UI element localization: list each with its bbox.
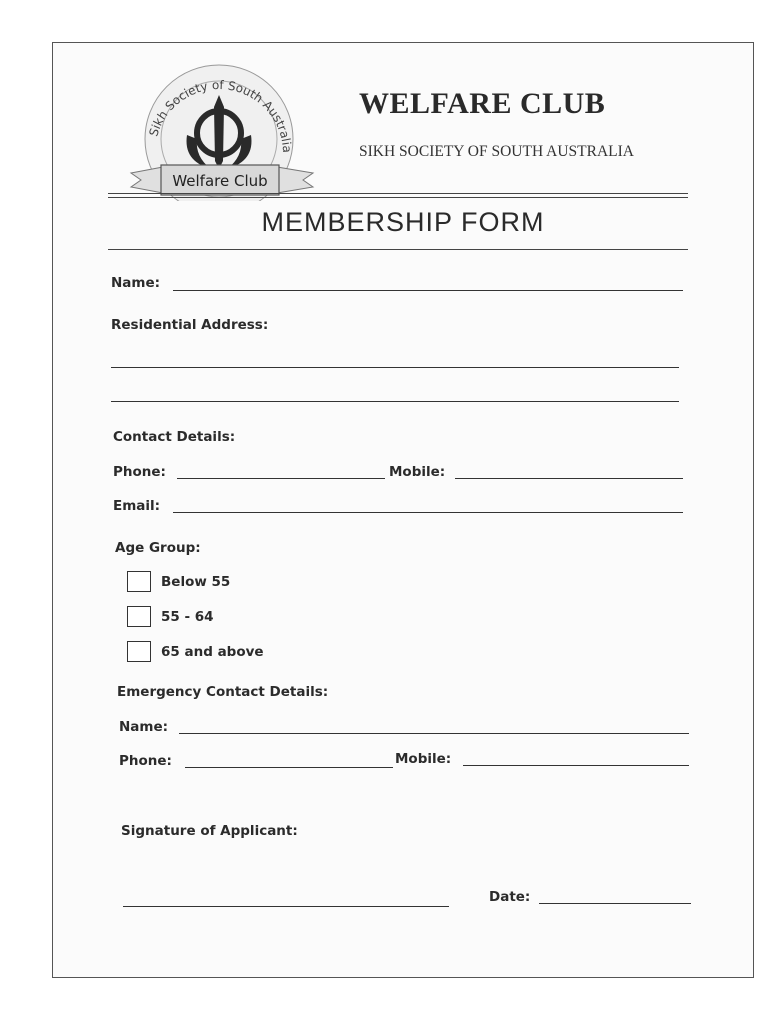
form-title: MEMBERSHIP FORM	[261, 207, 545, 237]
emergency-phone-label: Phone:	[119, 753, 172, 769]
mobile-field[interactable]	[455, 478, 683, 479]
age-group-heading: Age Group:	[115, 540, 201, 556]
emergency-name-field[interactable]	[179, 733, 689, 734]
emergency-mobile-field[interactable]	[463, 765, 689, 766]
phone-label: Phone:	[113, 464, 166, 480]
welfare-club-logo	[125, 61, 325, 201]
emergency-mobile-label: Mobile:	[395, 751, 452, 767]
address-field-line-2[interactable]	[111, 401, 679, 402]
emergency-contact-heading: Emergency Contact Details:	[117, 684, 329, 700]
logo-ring-text: Sikh Society of South Australia	[146, 77, 295, 154]
address-label: Residential Address:	[111, 317, 269, 333]
header-divider-bottom	[108, 197, 688, 198]
club-title: WELFARE CLUB	[359, 87, 606, 120]
name-field[interactable]	[173, 290, 683, 291]
date-label: Date:	[489, 889, 531, 905]
email-label: Email:	[113, 498, 161, 514]
header-divider-top	[108, 193, 688, 194]
age-65-above-checkbox[interactable]	[127, 641, 151, 662]
membership-form-sheet	[52, 42, 754, 978]
title-divider	[108, 249, 688, 250]
emergency-name-label: Name:	[119, 719, 169, 735]
name-label: Name:	[111, 275, 161, 291]
email-field[interactable]	[173, 512, 683, 513]
address-field-line-1[interactable]	[111, 367, 679, 368]
club-subtitle: SIKH SOCIETY OF SOUTH AUSTRALIA	[359, 143, 634, 160]
age-55-64-checkbox[interactable]	[127, 606, 151, 627]
signature-field[interactable]	[123, 906, 449, 907]
mobile-label: Mobile:	[389, 464, 446, 480]
contact-details-heading: Contact Details:	[113, 429, 236, 445]
age-55-64-label: 55 - 64	[161, 609, 214, 625]
emergency-phone-field[interactable]	[185, 767, 393, 768]
signature-label: Signature of Applicant:	[121, 823, 298, 839]
age-below-55-label: Below 55	[161, 574, 231, 590]
age-below-55-checkbox[interactable]	[127, 571, 151, 592]
phone-field[interactable]	[177, 478, 385, 479]
logo-banner-text: Welfare Club	[172, 172, 268, 190]
date-field[interactable]	[539, 903, 691, 904]
age-65-above-label: 65 and above	[161, 644, 264, 660]
